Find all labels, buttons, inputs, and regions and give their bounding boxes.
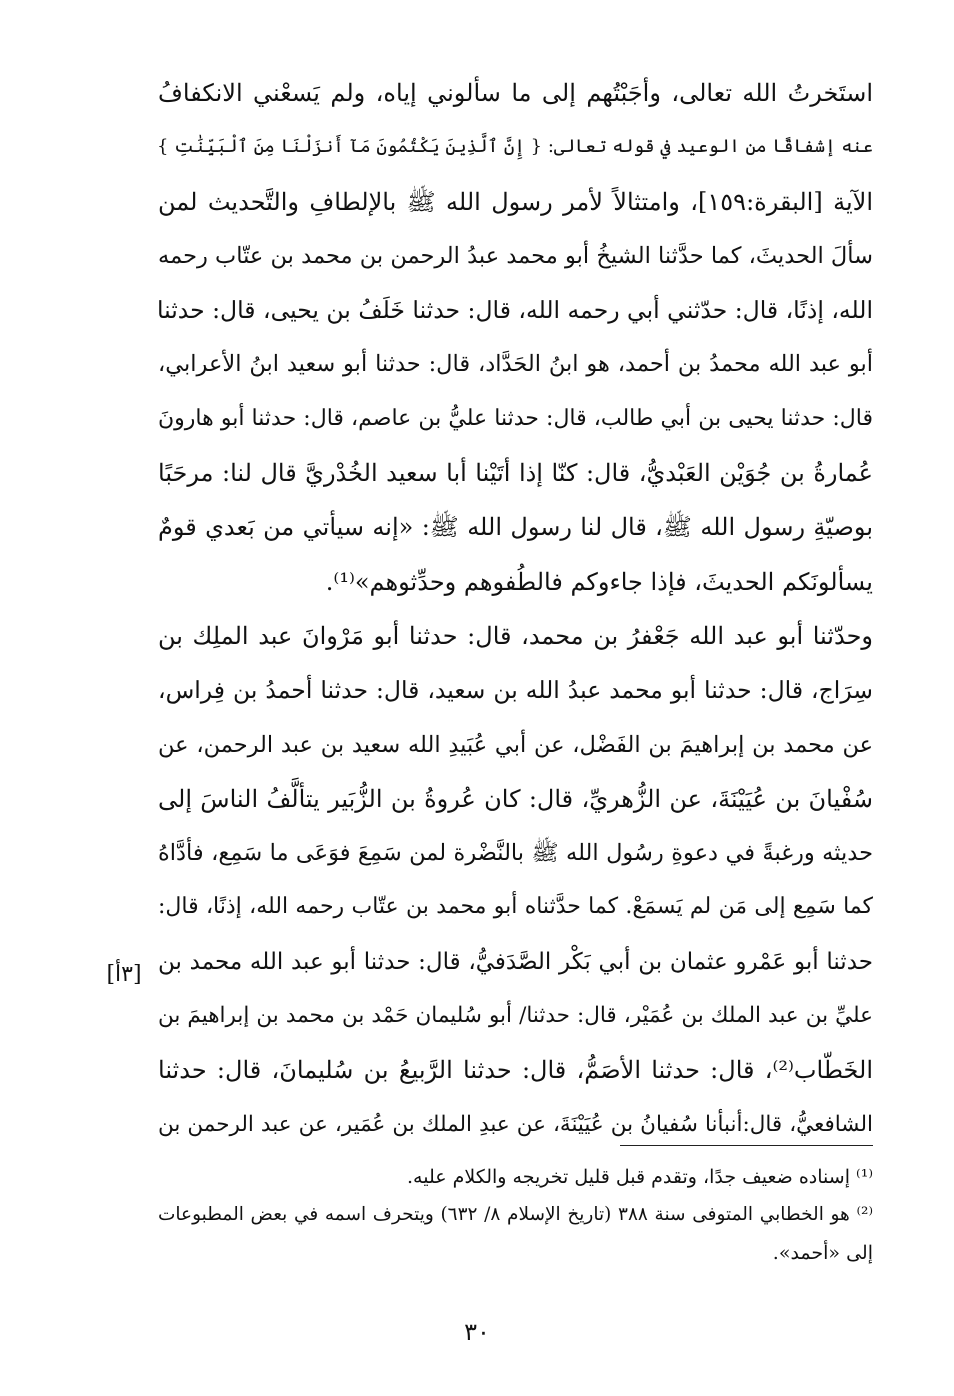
text-line: الله، إذنًا، قال: حدّثني أبي رحمه الله، قال: حدثنا خَلَفُ بن يحيى، قال: حدثنا [157,296,873,325]
text-line: سُفْيانَ بن عُيَيْنَةَ، عن الزُّهريِّ، قال: كان عُروةُ بن الزُّبَير يتألَّفُ الناسَ إلى [158,784,873,813]
text-line: سِرَاج، قال: حدثنا أبو محمد عبدُ الله بن سعيد، قال: حدثنا أحمدُ بن فِراس، [158,676,873,705]
text-line: عنه إشفاقًا من الوعيد في قوله تعالى: { إِنَّ ٱلَّذِينَ يَكْتُمُونَ مَآ أَنزَلْنَا مِنَ ٱلْبَيِّنَٰتِ } [157,136,873,158]
text-line: وحدّثنا أبو عبد الله جَعْفرُ بن محمد، قال: حدثنا أبو مَرْوانَ عبد الملِك بن [158,621,873,650]
text-line: قال: حدثنا يحيى بن أبي طالب، قال: حدثنا عليُّ بن عاصم، قال: حدثنا أبو هارونَ [158,405,873,431]
footnote-2: ⁽²⁾ هو الخطابي المتوفى سنة ٣٨٨ (تاريخ الإسلام ٨/ ٦٣٢) ويتحرف اسمه في بعض المطبوعات [158,1204,873,1225]
manuscript-folio-marker: [٣أ] [106,962,142,987]
text-line: الآية [البقرة:١٥٩]، وامتثالاً لأمر رسول الله ﷺ بالإلطافِ والتَّحديث لمن [158,187,873,216]
text-line: بوصيّةِ رسول الله ﷺ، قال لنا رسول الله ﷺ: «إنه سيأتي من بَعدي قومٌ [158,513,873,542]
text-line: الخَطّاب⁽²⁾، قال: حدثنا الأصَمُّ، قال: حدثنا الرَّبيعُ بن سُليمانَ، قال: حدثنا [158,1056,873,1085]
footnotes-block [158,1158,873,1272]
text-line: سألَ الحديثَ، كما حدَّثنا الشيخُ أبو محمد عبدُ الرحمن بن محمد بن عتّاب رحمه [158,242,873,269]
text-line: كما سَمِع إلى مَن لم يَسمَعْ. كما حدَّثناه أبو محمد بن عتّاب رحمه الله، إذنًا، قال: [158,894,873,920]
text-line: يسألونَكم الحديثَ، فإذا جاءوكم فالطُفوهم وحدِّثوهم»⁽¹⁾. [325,567,873,596]
text-line: استَخرتُ الله تعالى، وأجَبْتُهم إلى ما سألوني إياه، ولم يَسعْني الانكفافُ [158,79,873,107]
text-line: أبو عبد الله محمدُ بن أحمد، هو ابنُ الحَدَّاد، قال: حدثنا أبو سعيد ابنُ الأعرابي، [158,351,873,378]
text-line: عليِّ بن عبد الملك بن عُمَيْر، قال: حدثنا/ أبو سُليمان حَمْد بن محمد بن إبراهيمَ بن [158,1003,873,1029]
footnote-2-continued: إلى «أحمد». [772,1242,873,1264]
main-text-block [158,66,873,1152]
text-line: عن محمد بن إبراهيمَ بن الفَضْل، عن أبي عُبَيدِ الله سعيد بن عبد الرحمن، عن [158,731,873,758]
footnote-divider [620,1145,873,1146]
footnote-1: ⁽¹⁾ إسناده ضعيف جدًا، وتقدم قبل قليل تخريجه والكلام عليه. [407,1166,873,1188]
text-line: حدثنا أبو عَمْرو عثمان بن أبي بَكْر الصَّدَفيُّ، قال: حدثنا أبو عبد الله محمد بن [158,948,873,975]
page-number: ٣٠ [464,1318,490,1346]
text-line: الشافعيُّ، قال:أنبأنا سُفيانُ بن عُيَيْنَةَ، عن عبدِ الملك بن عُمَير، عن عبد الرحمن بن [158,1111,873,1137]
text-line: حديثه ورغبةً في دعوةِ رسُول الله ﷺ بالنَّضْرة لمن سَمِعَ فوَعَى ما سَمِع، فأدَّاهُ [158,840,873,867]
text-line: عُمارةُ بن جُوَيْن العَبْديُّ، قال: كنّا إذا أتَيْنا أبا سعيد الخُدْريَّ قال لنا: مرحَبًا [158,459,873,488]
